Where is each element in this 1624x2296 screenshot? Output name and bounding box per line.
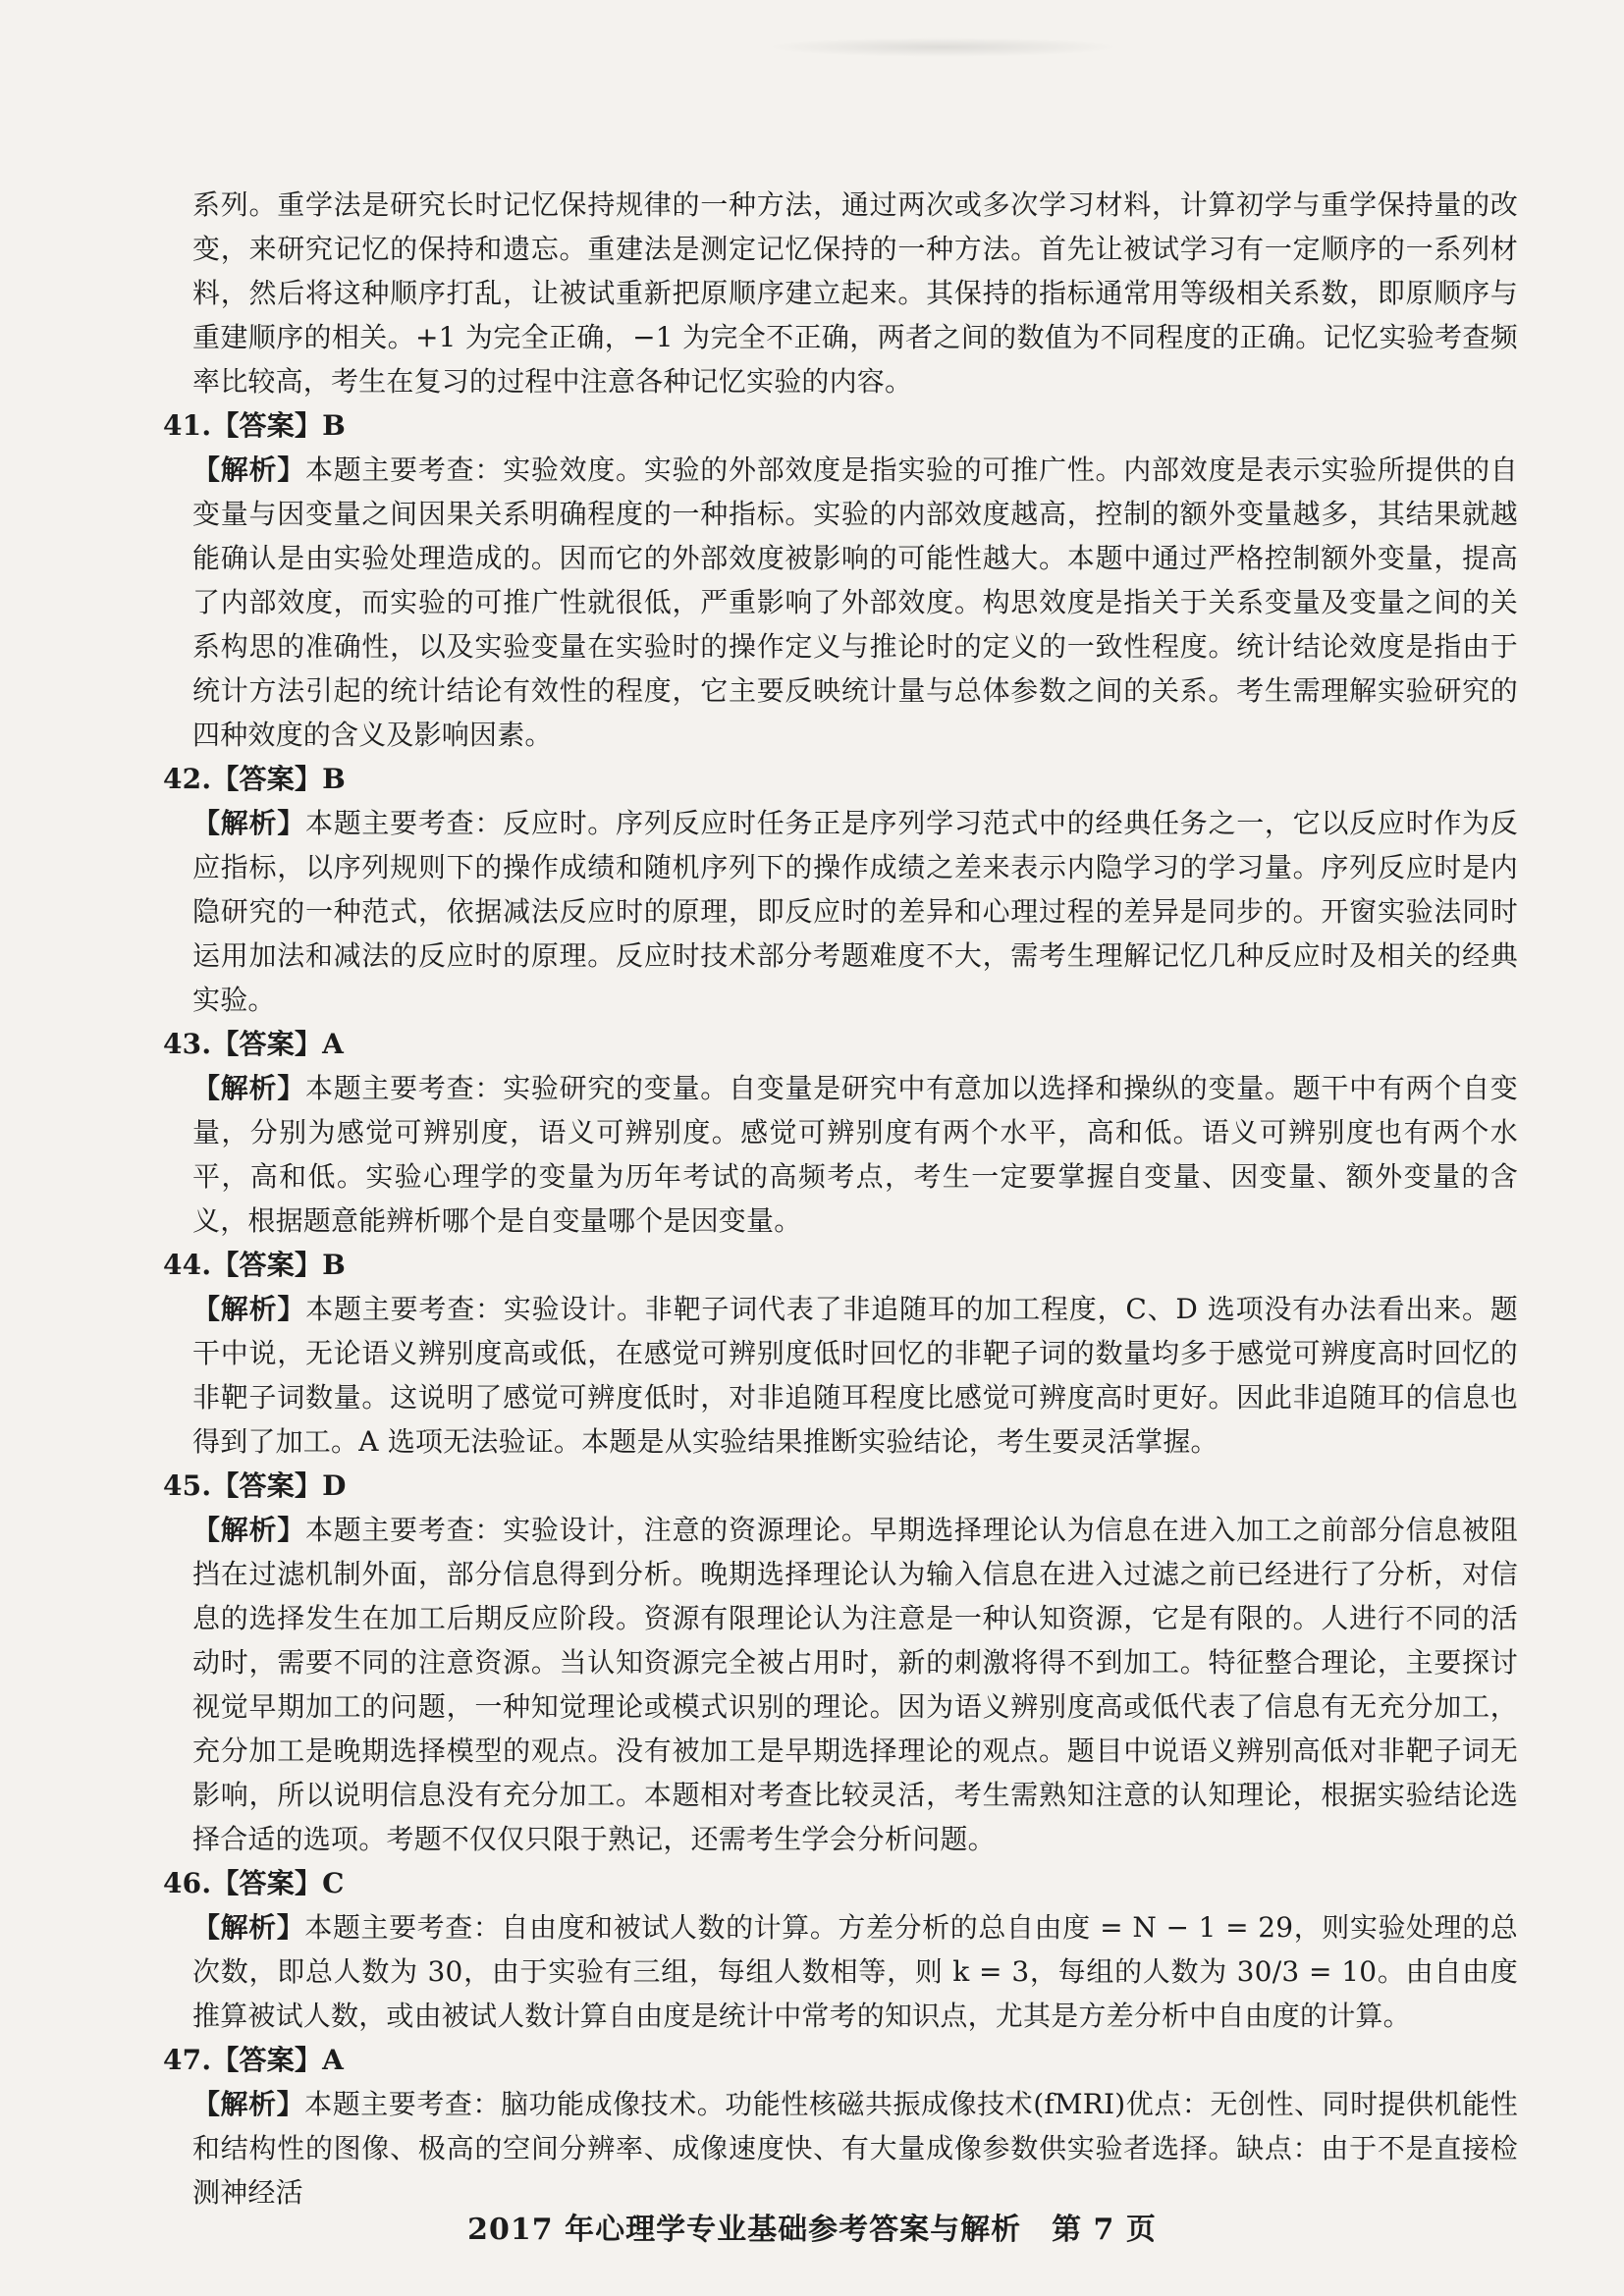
analysis-paragraph [192,1287,1518,1464]
analysis-tag: 【解析】 [192,1514,305,1546]
answer-line: 47.【答案】A [163,2044,345,2076]
analysis-text: 本题主要考查：脑功能成像技术。功能性核磁共振成像技术(fMRI)优点：无创性、同时提供机能性和结构性的图像、极高的空间分辨率、成像速度快、有大量成像参数供实验者选择。缺点：由于不是直接检测神经活 [192,2088,1518,2209]
analysis-text: 本题主要考查：实验研究的变量。自变量是研究中有意加以选择和操纵的变量。题干中有两个自变量，分别为感觉可辨别度，语义可辨别度。感觉可辨别度有两个水平，高和低。语义可辨别度也有两个水平，高和低。实验心理学的变量为历年考试的高频考点，考生一定要掌握自变量、因变量、额外变量的含义，根据题意能辨析哪个是自变量哪个是因变量。 [192,1072,1518,1237]
page-footer: 2017 年心理学专业基础参考答案与解析 第 7 页 [467,2213,1157,2247]
analysis-tag: 【解析】 [192,1911,305,1944]
intro-paragraph: 系列。重学法是研究长时记忆保持规律的一种方法，通过两次或多次学习材料，计算初学与重学保持量的改变，来研究记忆的保持和遗忘。重建法是测定记忆保持的一种方法。首先让被试学习有一定顺序的一系列材料，然后将这种顺序打乱，让被试重新把原顺序建立起来。其保持的指标通常用等级相关系数，即原顺序与重建顺序的相关。+1 为完全正确，−1 为完全不正确，两者之间的数值为不同程度的正确。记忆实验考查频率比较高，考生在复习的过程中注意各种记忆实验的内容。 [192,188,1518,398]
analysis-text: 本题主要考查：实验效度。实验的外部效度是指实验的可推广性。内部效度是表示实验所提供的自变量与因变量之间因果关系明确程度的一种指标。实验的内部效度越高，控制的额外变量越多，其结果就越能确认是由实验处理造成的。因而它的外部效度被影响的可能性越大。本题中通过严格控制额外变量，提高了内部效度，而实验的可推广性就很低，严重影响了外部效度。构思效度是指关于关系变量及变量之间的关系构思的准确性，以及实验变量在实验时的操作定义与推论时的定义的一致性程度。统计结论效度是指由于统计方法引起的统计结论有效性的程度，它主要反映统计量与总体参数之间的关系。考生需理解实验研究的四种效度的含义及影响因素。 [192,454,1518,751]
question-42 [163,757,1518,1022]
analysis-text: 本题主要考查：实验设计。非靶子词代表了非追随耳的加工程度，C、D 选项没有办法看出来。题干中说，无论语义辨别度高或低，在感觉可辨别度低时回忆的非靶子词的数量均多于感觉可辨度高时回忆的非靶子词数量。这说明了感觉可辨度低时，对非追随耳程度比感觉可辨度高时更好。因此非追随耳的信息也得到了加工。A 选项无法验证。本题是从实验结果推断实验结论，考生要灵活掌握。 [192,1293,1518,1458]
question-41 [163,403,1518,757]
answer-line: 45.【答案】D [163,1469,347,1502]
analysis-tag: 【解析】 [192,1072,305,1104]
answer-line: 44.【答案】B [163,1249,346,1281]
analysis-paragraph [192,1066,1518,1243]
analysis-paragraph [192,2082,1518,2215]
analysis-tag: 【解析】 [192,807,305,839]
analysis-text: 本题主要考查：反应时。序列反应时任务正是序列学习范式中的经典任务之一，它以反应时作为反应指标，以序列规则下的操作成绩和随机序列下的操作成绩之差来表示内隐学习的学习量。序列反应时是内隐研究的一种范式，依据减法反应时的原理，即反应时的差异和心理过程的差异是同步的。开窗实验法同时运用加法和减法的反应时的原理。反应时技术部分考题难度不大，需考生理解记忆几种反应时及相关的经典实验。 [192,807,1518,1016]
question-43 [163,1022,1518,1243]
answer-analysis-body [163,183,1518,2215]
question-44 [163,1243,1518,1464]
analysis-tag: 【解析】 [192,454,305,486]
analysis-paragraph [192,1905,1518,2038]
answer-line: 46.【答案】C [163,1867,345,1899]
analysis-text: 本题主要考查：实验设计，注意的资源理论。早期选择理论认为信息在进入加工之前部分信息被阻挡在过滤机制外面，部分信息得到分析。晚期选择理论认为输入信息在进入过滤之前已经进行了分析，对信息的选择发生在加工后期反应阶段。资源有限理论认为注意是一种认知资源，它是有限的。人进行不同的活动时，需要不同的注意资源。当认知资源完全被占用时，新的刺激将得不到加工。特征整合理论，主要探讨视觉早期加工的问题，一种知觉理论或模式识别的理论。因为语义辨别度高或低代表了信息有无充分加工，充分加工是晚期选择模型的观点。没有被加工是早期选择理论的观点。题目中说语义辨别高低对非靶子词无影响，所以说明信息没有充分加工。本题相对考查比较灵活，考生需熟知注意的认知理论，根据实验结论选择合适的选项。考题不仅仅只限于熟记，还需考生学会分析问题。 [192,1514,1518,1855]
analysis-paragraph [192,1508,1518,1861]
analysis-paragraph [192,448,1518,757]
analysis-tag: 【解析】 [192,1293,306,1325]
answer-line: 42.【答案】B [163,763,346,795]
question-46 [163,1861,1518,2038]
question-45 [163,1464,1518,1861]
analysis-text: 本题主要考查：自由度和被试人数的计算。方差分析的总自由度 = N − 1 = 29，则实验处理的总次数，即总人数为 30，由于实验有三组，每组人数相等，则 k = 3，每组的人数为 30/3 = 10。由自由度推算被试人数，或由被试人数计算自由度是统计中常考的知识点，尤其是方差分析中自由度的计算。 [192,1911,1518,2032]
answer-line: 43.【答案】A [163,1028,345,1060]
answer-line: 41.【答案】B [163,409,346,442]
analysis-tag: 【解析】 [192,2088,305,2120]
scan-artifact [766,37,1119,57]
question-47 [163,2038,1518,2215]
analysis-paragraph [192,801,1518,1022]
